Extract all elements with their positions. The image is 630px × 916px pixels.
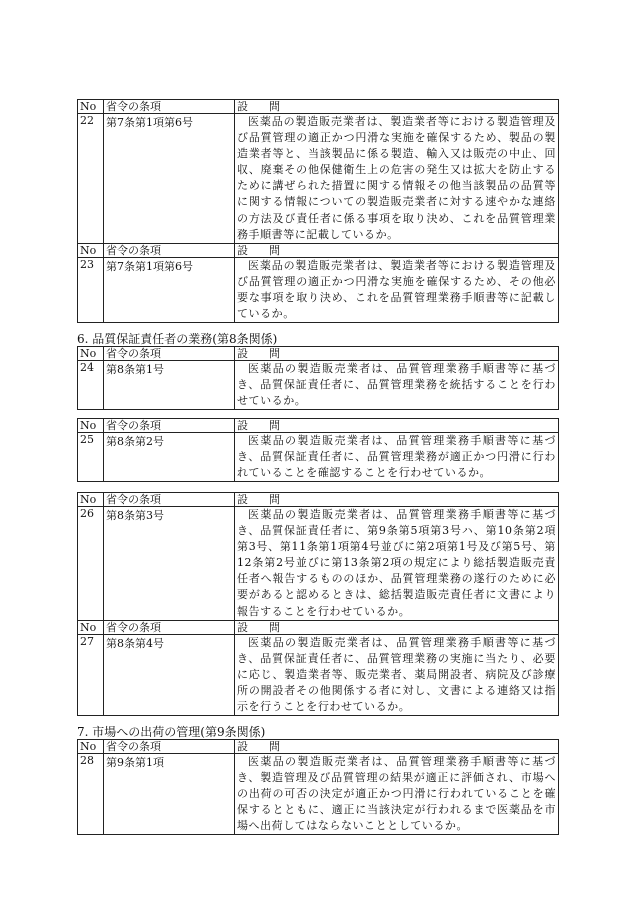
header-no: No <box>78 740 104 754</box>
table-row <box>78 754 559 835</box>
section-heading: 6. 品質保証責任者の業務(第8条関係) <box>77 332 278 346</box>
header-question-label: 設 問 <box>237 244 285 257</box>
item-question <box>235 754 559 835</box>
item-law: 第8条第3号 <box>104 507 235 621</box>
table-header-row <box>78 419 559 433</box>
item-law: 第9条第1項 <box>104 754 235 835</box>
question-table <box>77 492 556 621</box>
header-no: No <box>78 347 104 361</box>
header-law: 省令の条項 <box>104 419 235 433</box>
header-law: 省令の条項 <box>104 244 235 258</box>
header-no: No <box>78 100 104 114</box>
header-question-label: 設 問 <box>237 493 285 506</box>
question-table <box>77 739 556 835</box>
header-question <box>235 419 559 433</box>
header-question-label: 設 問 <box>237 347 285 360</box>
item-law: 第8条第4号 <box>104 635 235 716</box>
header-law: 省令の条項 <box>104 621 235 635</box>
header-question <box>235 347 559 361</box>
header-law: 省令の条項 <box>104 493 235 507</box>
item-question <box>235 114 559 244</box>
item-no: 24 <box>78 361 104 410</box>
header-no: No <box>78 244 104 258</box>
table-row <box>78 635 559 716</box>
item-law: 第7条第1項第6号 <box>104 114 235 244</box>
table-header-row <box>78 244 559 258</box>
question-text: 医薬品の製造販売業者は、製造業者等における製造管理及び品質管理の適正かつ円滑な実施を確保するため、その他必要な事項を取り決め、これを品質管理業務手順書等に記載しているか。 <box>237 259 556 321</box>
question-table <box>77 243 556 323</box>
table-row <box>78 507 559 621</box>
table <box>77 620 559 716</box>
question-table <box>77 418 556 482</box>
item-no: 26 <box>78 507 104 621</box>
question-text: 医薬品の製造販売業者は、品質管理業務手順書等に基づき、品質保証責任者に、第9条第5項第3号ハ、第10条第2項第3号、第11条第1項第4号並びに第2項第1号及び第5号、第12条第2号並びに第13条第2項の規定により総括製造販売責任者へ報告するもののほか、品質管理業務の遂行のために必要があると認めるときは、総括製造販売責任者に文書により報告することを行わせているか。 <box>237 508 556 618</box>
question-text: 医薬品の製造販売業者は、品質管理業務手順書等に基づき、品質保証責任者に、品質管理業務を統括することを行わせているか。 <box>237 362 556 408</box>
header-question <box>235 493 559 507</box>
table-header-row <box>78 100 559 114</box>
table-row <box>78 361 559 410</box>
table-row <box>78 433 559 482</box>
header-question <box>235 244 559 258</box>
item-no: 25 <box>78 433 104 482</box>
item-no: 22 <box>78 114 104 244</box>
question-text: 医薬品の製造販売業者は、製造業者等における製造管理及び品質管理の適正かつ円滑な実施を確保するため、製品の製造業者等と、当該製品に係る製造、輸入又は販売の中止、回収、廃棄その他保健衛生上の危害の発生又は拡大を防止するために講ぜられた措置に関する情報その他当該製品の品質等に関する情報についての製造販売業者に対する速やかな連絡の方法及び責任者に係る事項を取り決め、これを品質管理業務手順書等に記載しているか。 <box>237 115 556 241</box>
table-row <box>78 114 559 244</box>
question-table <box>77 346 556 410</box>
item-question <box>235 507 559 621</box>
item-question <box>235 258 559 323</box>
header-law: 省令の条項 <box>104 740 235 754</box>
header-no: No <box>78 621 104 635</box>
header-question <box>235 100 559 114</box>
table-header-row <box>78 621 559 635</box>
table-row <box>78 258 559 323</box>
table <box>77 739 559 835</box>
question-text: 医薬品の製造販売業者は、品質管理業務手順書等に基づき、品質保証責任者に、品質管理業務の実施に当たり、必要に応じ、製造業者等、販売業者、薬局開設者、病院及び診療所の開設者その他関係する者に対し、文書による連絡又は指示を行うことを行わせているか。 <box>237 636 556 714</box>
table-header-row <box>78 493 559 507</box>
header-law: 省令の条項 <box>104 100 235 114</box>
header-law: 省令の条項 <box>104 347 235 361</box>
table <box>77 492 559 621</box>
table <box>77 418 559 482</box>
item-no: 27 <box>78 635 104 716</box>
question-table <box>77 620 556 716</box>
header-question-label: 設 問 <box>237 419 285 432</box>
table-header-row <box>78 740 559 754</box>
header-no: No <box>78 419 104 433</box>
question-text: 医薬品の製造販売業者は、品質管理業務手順書等に基づき、製造管理及び品質管理の結果が適正に評価され、市場への出荷の可否の決定が適正かつ円滑に行われていることを確保するとともに、適正に当該決定が行われるまで医薬品を市場へ出荷してはならないこととしているか。 <box>237 755 556 833</box>
item-law: 第8条第2号 <box>104 433 235 482</box>
header-question-label: 設 問 <box>237 100 285 113</box>
header-question-label: 設 問 <box>237 621 285 634</box>
item-law: 第8条第1号 <box>104 361 235 410</box>
item-question <box>235 635 559 716</box>
header-question <box>235 621 559 635</box>
header-question <box>235 740 559 754</box>
section-heading: 7. 市場への出荷の管理(第9条関係) <box>77 725 266 739</box>
table <box>77 243 559 323</box>
table <box>77 99 559 244</box>
item-question <box>235 433 559 482</box>
header-no: No <box>78 493 104 507</box>
question-text: 医薬品の製造販売業者は、品質管理業務手順書等に基づき、品質保証責任者に、品質管理業務が適正かつ円滑に行われていることを確認することを行わせているか。 <box>237 434 556 480</box>
item-no: 28 <box>78 754 104 835</box>
table <box>77 346 559 410</box>
item-no: 23 <box>78 258 104 323</box>
item-law: 第7条第1項第6号 <box>104 258 235 323</box>
table-header-row <box>78 347 559 361</box>
header-question-label: 設 問 <box>237 740 285 753</box>
item-question <box>235 361 559 410</box>
question-table <box>77 99 556 244</box>
